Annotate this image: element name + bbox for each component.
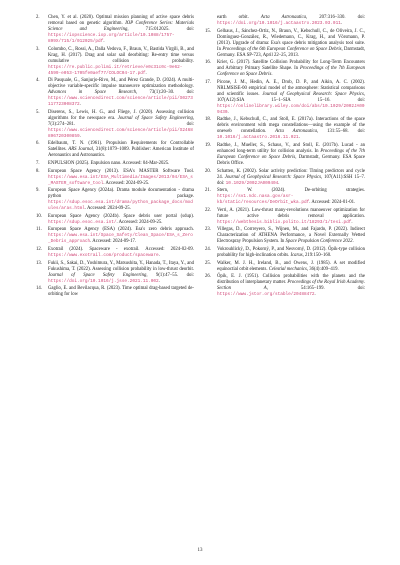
reference-text bbox=[48, 286, 194, 298]
reference-venue: Proceedings of the 7th European Conference on Space Debris bbox=[217, 148, 365, 160]
reference-text-segment: . bbox=[158, 252, 160, 258]
reference-text-segment: . Accessed: 2024-01-01. bbox=[309, 200, 356, 206]
reference-text-segment: . bbox=[79, 102, 81, 108]
reference-link[interactable]: https://www.sciencedirect.com/science/article/pii/S2468896720300859 bbox=[48, 127, 193, 139]
reference-link[interactable]: https://iopscience.iop.org/article/10.1088/1757-899X/715/1/012025/pdf bbox=[48, 33, 175, 44]
reference-text-segment: . bbox=[103, 39, 105, 44]
references-left-column bbox=[36, 15, 194, 300]
reference-text-segment: . Accessed: 2024-09-25. bbox=[103, 180, 150, 186]
reference-number: 17. bbox=[205, 79, 211, 85]
reference-number: 4. bbox=[36, 78, 40, 84]
reference-item bbox=[205, 117, 365, 141]
reference-item bbox=[205, 188, 365, 206]
reference-text-segment: ENPULSION (2025). Enpulsion nano. Accessed: 04-Mar-2025. bbox=[48, 160, 170, 166]
reference-text-segment: European Space Agency (2024b). Space debris user portal (sdup). bbox=[48, 213, 194, 219]
reference-text-segment: Schatten, K. (2002). Solar activity prediction: Timing predictors and cycle 24. bbox=[217, 168, 365, 180]
reference-text-segment: Walker, M. J. H., Ireland, B., and Owens, J. (1985). A set modified equinoctial orbit elements. bbox=[217, 260, 365, 272]
reference-item bbox=[36, 286, 194, 298]
reference-venue: IOP Conference Series: Materials Science and Engineering bbox=[48, 21, 195, 32]
reference-link[interactable]: https://www.esa.int/ESA_Multimedia/Images/2013/04/ESA_s_MASTER_software_tool bbox=[48, 174, 193, 186]
reference-text-segment: . bbox=[271, 72, 273, 78]
reference-text-segment: . bbox=[351, 219, 353, 225]
reference-text-segment: , Darmstadt, Germany. ESA Space Debris Office. bbox=[217, 154, 365, 166]
reference-number: 14. bbox=[36, 286, 42, 292]
reference-item bbox=[205, 247, 365, 259]
reference-item bbox=[36, 261, 194, 285]
reference-number: 12. bbox=[36, 246, 42, 252]
reference-text bbox=[48, 110, 194, 140]
reference-item bbox=[205, 29, 365, 59]
reference-item bbox=[205, 15, 365, 27]
reference-link[interactable]: 10.1016/j.actaastro.2016.11.021 bbox=[217, 135, 299, 141]
reference-link[interactable]: https://sdup.esoc.esa.int/ bbox=[48, 219, 117, 225]
reference-text-segment: Krier, G. (2017). Satellite Collision Probability for Long-Term Encounters and Arbitrary Primary Satellite Shape. In bbox=[217, 60, 365, 72]
reference-venue: Space Propulsion Conference 2022 bbox=[285, 239, 353, 245]
reference-number: 8. bbox=[36, 168, 40, 174]
reference-text-segment: Vokrouhlický, D., Pokorný, P., and Nesvorný, D. (2012). Öpik-type collision probability for high-inclination orbits. bbox=[217, 246, 365, 258]
reference-item bbox=[36, 169, 194, 187]
page-number: 13 bbox=[197, 548, 203, 553]
reference-number: 11. bbox=[36, 227, 42, 233]
reference-text-segment: . bbox=[145, 70, 147, 76]
reference-number: 25. bbox=[205, 260, 211, 266]
reference-item bbox=[36, 15, 194, 45]
reference-text-segment: Edelbaum, T. N. (1961). Propulsion Requirements for Controllable Satellites. bbox=[48, 141, 194, 153]
reference-text-segment: . bbox=[227, 109, 229, 115]
reference-venue: Advances in Space Research bbox=[48, 90, 136, 96]
reference-number: 18. bbox=[205, 117, 211, 123]
reference-text bbox=[48, 141, 194, 159]
reference-item bbox=[205, 274, 365, 298]
reference-number: 9. bbox=[36, 188, 40, 194]
reference-item bbox=[36, 247, 194, 259]
reference-text-segment: Gaglio, E. and Bevilacqua, R. (2023). Time optimal drag-based targeted de-orbiting for low bbox=[48, 286, 194, 298]
reference-link[interactable]: https://www.sciencedirect.com/science/article/pii/S0273117723008372 bbox=[48, 96, 193, 108]
reference-text-segment: . Accessed: 2024-09-17. bbox=[90, 239, 137, 245]
reference-text-segment: , 107(A11):SSH 15–7. doi: bbox=[217, 174, 366, 186]
reference-text-segment: Stern, W. (2024). De-orbiting strategies. bbox=[217, 188, 365, 194]
reference-text-segment: , 73(1):20–30. doi: bbox=[135, 90, 195, 96]
reference-text-segment: Radtke, J., Mueller, S., Schaus, V., and Stoll, E. (2017b). Lucad - an enhanced long-term utility for collision analysis. In bbox=[217, 142, 365, 154]
reference-text-segment: Chen, Y. et al. (2020). Optimal mission planning of active space debris removal based on genetic algorithm. bbox=[48, 15, 194, 26]
reference-link[interactable]: https://sv1.ndc.nasa.gov/asr-kb/static/resources/DeOrbit_wka.pdf bbox=[217, 194, 310, 206]
reference-text-segment: , 31(8):1079–1089. Publisher: American Institute of Aeronautics and Astronautics. bbox=[48, 147, 194, 159]
reference-text-segment: European Space Agency (2013). ESA's MASTER Software Tool. bbox=[48, 168, 194, 174]
reference-text bbox=[217, 247, 365, 259]
reference-text bbox=[217, 143, 365, 167]
reference-text bbox=[48, 227, 194, 245]
reference-item bbox=[205, 60, 365, 78]
reference-number: 2. bbox=[36, 15, 40, 20]
reference-text-segment: Exotrail (2024). Spaceware - exotrail. Accessed: 2024-02-09. bbox=[48, 246, 194, 252]
reference-text-segment: Colombo, C., Rossi, A., Dalla Vedova, F., Braun, V., Bastida Virgili, B., and Krag, H. (2017). Drag and solar sail deorbiting: Re-entry time versus cumulative collision probability. bbox=[48, 46, 194, 64]
reference-text-segment: Gelhaus, J., Sánchez-Ortiz, N., Braun, V., Kebschull, C., de Oliveira, J. C., Domínguez-González, R., Wiedemann, C., Krag, H., and Vörsmann, P. (2013). Upgrade of drama: Esa's space debris mitigation analysis tool suite. In bbox=[217, 28, 365, 52]
reference-text bbox=[217, 227, 365, 245]
reference-number: 16. bbox=[205, 60, 211, 66]
reference-number: 21. bbox=[205, 188, 211, 194]
reference-item bbox=[205, 80, 365, 116]
reference-text bbox=[217, 80, 365, 116]
reference-text-segment: , 9(1):47–55. doi: bbox=[146, 272, 195, 278]
reference-venue: ARS Journal bbox=[68, 147, 93, 153]
reference-venue: Proceedings of the Royal Irish Academy. Section A bbox=[217, 280, 366, 292]
reference-item bbox=[205, 143, 365, 167]
reference-venue: Acta Astronautica bbox=[260, 15, 306, 20]
reference-text-segment: , 207:316–330. doi: bbox=[305, 15, 365, 20]
reference-text-segment: Picone, J. M., Hedin, A. E., Drob, D. P., and Aikin, A. C. (2002). NRLMSISE-00 empirical model of the atmosphere: Statistical comparisons and scientific issues. bbox=[217, 79, 365, 97]
reference-number: 22. bbox=[205, 207, 211, 213]
reference-text bbox=[217, 261, 365, 273]
reference-item bbox=[36, 161, 194, 167]
reference-item bbox=[36, 78, 194, 108]
reference-link[interactable]: https://re.public.polimi.it/retrieve/e0c31c0c-9e62-4599-e053-1705fe0aef77/COLOC04-17.pdf bbox=[48, 64, 183, 76]
reference-text-segment: , 715:012025. doi: bbox=[127, 27, 194, 32]
reference-text-segment: Öpik, E. J. (1951). Collision probabilities with the planets and the distribution of interplanetary matter. bbox=[217, 274, 365, 286]
reference-text-segment: Villegas, D., Corrreyero, S., Wijnen, M., and Fajardo, P. (2022). Indirect Characterization of ATHENA Performance, a Novel Externally Wetted Electrospray Propulsion System. In bbox=[217, 227, 365, 245]
reference-venue: Proceedings of the 7th European Conference on Space Debris bbox=[217, 66, 365, 78]
reference-text bbox=[48, 47, 194, 77]
reference-number: 26. bbox=[205, 274, 211, 280]
reference-number: 7. bbox=[36, 160, 40, 166]
reference-link[interactable]: https://webthesis.biblio.polito.it/18293/1/tesi.pdf bbox=[217, 219, 352, 225]
reference-text-segment: , Darmstadt, Germany. ESA SP-723, April 22–25, 2013. bbox=[217, 46, 365, 58]
reference-text bbox=[217, 60, 365, 78]
reference-number: 23. bbox=[205, 227, 211, 233]
reference-text bbox=[217, 29, 365, 59]
reference-text bbox=[217, 169, 365, 187]
reference-number: 24. bbox=[205, 246, 211, 252]
reference-link[interactable]: https://onlinelibrary.wiley.com/doi/abs/10.1029/2002JA009430 bbox=[217, 103, 365, 115]
reference-text-segment: . Accessed: 2024-09-25. bbox=[116, 219, 163, 225]
reference-text bbox=[48, 78, 194, 108]
reference-text-segment: . bbox=[158, 278, 160, 284]
reference-text-segment: , 36(4):409–419. bbox=[306, 266, 339, 272]
reference-item bbox=[36, 47, 194, 77]
reference-text bbox=[217, 15, 365, 27]
reference-number: 13. bbox=[36, 260, 42, 266]
reference-link[interactable]: https://doi.org/10.1016/j.actaastro.2023.03.011 bbox=[217, 21, 341, 26]
reference-number: 3. bbox=[36, 46, 40, 52]
reference-item bbox=[36, 141, 194, 159]
reference-link[interactable]: 10.1029/2002JA009404 bbox=[225, 180, 279, 186]
reference-venue: Journal of Geophysical Research: Space Physics bbox=[262, 91, 364, 97]
reference-item bbox=[205, 169, 365, 187]
reference-text-segment: , 54:165–199. doi: bbox=[266, 286, 366, 292]
reference-venue: Proceedings of the 6th European Conference on Space Debris bbox=[222, 46, 342, 52]
reference-text bbox=[217, 188, 365, 206]
reference-item bbox=[205, 227, 365, 245]
reference-text-segment: Fukii, S., Sakai, D., Yoshimura, Y., Matsushita, Y., Hanada, T., Itaya, Y., and Fukushima, T. (2022). Assessing collision probability in low-thrust deorbit. bbox=[48, 260, 194, 272]
reference-venue: Journal of Space Safety Engineering bbox=[117, 115, 193, 121]
reference-text-segment: . bbox=[352, 239, 354, 245]
reference-text bbox=[217, 208, 365, 226]
reference-venue: Acta Astronautica bbox=[275, 129, 318, 135]
reference-text-segment: earth orbit. bbox=[217, 15, 261, 20]
reference-item bbox=[36, 110, 194, 140]
reference-text-segment: , 7(3):274–281. doi: bbox=[48, 115, 195, 127]
reference-number: 10. bbox=[36, 213, 42, 219]
reference-text-segment: Radtke, J., Kebschull, C., and Stoll, E. (2017a). Interactions of the space debris environment with mega constellations—using the example of the oneweb constellation. bbox=[217, 117, 365, 135]
reference-text-segment: . Accessed: 2024-09-25. bbox=[84, 206, 131, 212]
reference-link[interactable]: https://www.jstor.org/stable/20488472 bbox=[217, 292, 315, 298]
reference-number: 5. bbox=[36, 109, 40, 115]
reference-text bbox=[48, 188, 194, 212]
reference-text-segment: Diserens, S., Lewis, H. G., and Fliege, J. (2020). Assessing collision algorithms for the newspace era. bbox=[48, 109, 194, 121]
reference-venue: Journal of Space Safety Engineering bbox=[48, 272, 147, 278]
reference-item bbox=[36, 188, 194, 212]
reference-link[interactable]: https://sdup.esoc.esa.int/drama/python_package_docs/modules/aras.html bbox=[48, 200, 193, 212]
reference-item bbox=[205, 208, 365, 226]
reference-link[interactable]: https://www.exotrail.com/product/spaceware bbox=[48, 252, 159, 258]
reference-text bbox=[48, 261, 194, 285]
reference-text-segment: , 131:55–68. doi: bbox=[317, 129, 365, 135]
reference-link[interactable]: https://www.esa.int/Space_Safety/Clean_Space/ESA_s_Zero_Debris_approach bbox=[48, 233, 193, 245]
reference-text bbox=[48, 214, 194, 226]
reference-text-segment: . bbox=[298, 135, 300, 141]
reference-venue: Journal of Geophysical Research: Space Physics bbox=[224, 174, 322, 180]
reference-number: 15. bbox=[205, 28, 211, 34]
reference-number: 19. bbox=[205, 142, 211, 148]
reference-text bbox=[48, 247, 194, 259]
reference-text bbox=[48, 15, 194, 45]
reference-text-segment: . bbox=[278, 180, 280, 186]
references-right-column bbox=[205, 15, 365, 300]
reference-text-segment: . bbox=[314, 292, 316, 298]
reference-text-segment: , 107(A12):SIA 15–1–SIA 15–16. doi: bbox=[217, 91, 365, 103]
reference-number: 20. bbox=[205, 168, 211, 174]
reference-item bbox=[36, 214, 194, 226]
reference-text-segment: . bbox=[79, 133, 81, 139]
reference-item bbox=[36, 227, 194, 245]
reference-text-segment: Di Pasquale, G., Sanjurjo-Rivo, M., and Pérez Grande, D. (2024). A multi-objective variable-specific impulse manoeuvre optimization methodology. bbox=[48, 78, 194, 90]
reference-text bbox=[217, 117, 365, 141]
reference-venue: Celestial mechanics bbox=[268, 266, 307, 272]
reference-text-segment: European Space Agency (ESA) (2024). Esa's zero debris approach. bbox=[48, 227, 194, 233]
reference-text-segment: Verri, A. (2021). Low-thrust many-revolutions manoeuver optimization for future active debris removal application. bbox=[217, 207, 365, 219]
reference-venue: Icarus bbox=[290, 252, 303, 258]
reference-text-segment: . bbox=[340, 21, 343, 26]
reference-link[interactable]: https://doi.org/10.1016/j.jsse.2021.11.002 bbox=[48, 278, 159, 284]
reference-text bbox=[48, 169, 194, 187]
reference-text bbox=[217, 274, 365, 298]
reference-text-segment: , 219:150–160. bbox=[302, 252, 332, 258]
reference-text bbox=[48, 161, 194, 167]
reference-item bbox=[205, 261, 365, 273]
reference-number: 6. bbox=[36, 141, 40, 147]
reference-text-segment: European Space Agency (2024a). Drama module documentation - drama python package. bbox=[48, 188, 194, 200]
